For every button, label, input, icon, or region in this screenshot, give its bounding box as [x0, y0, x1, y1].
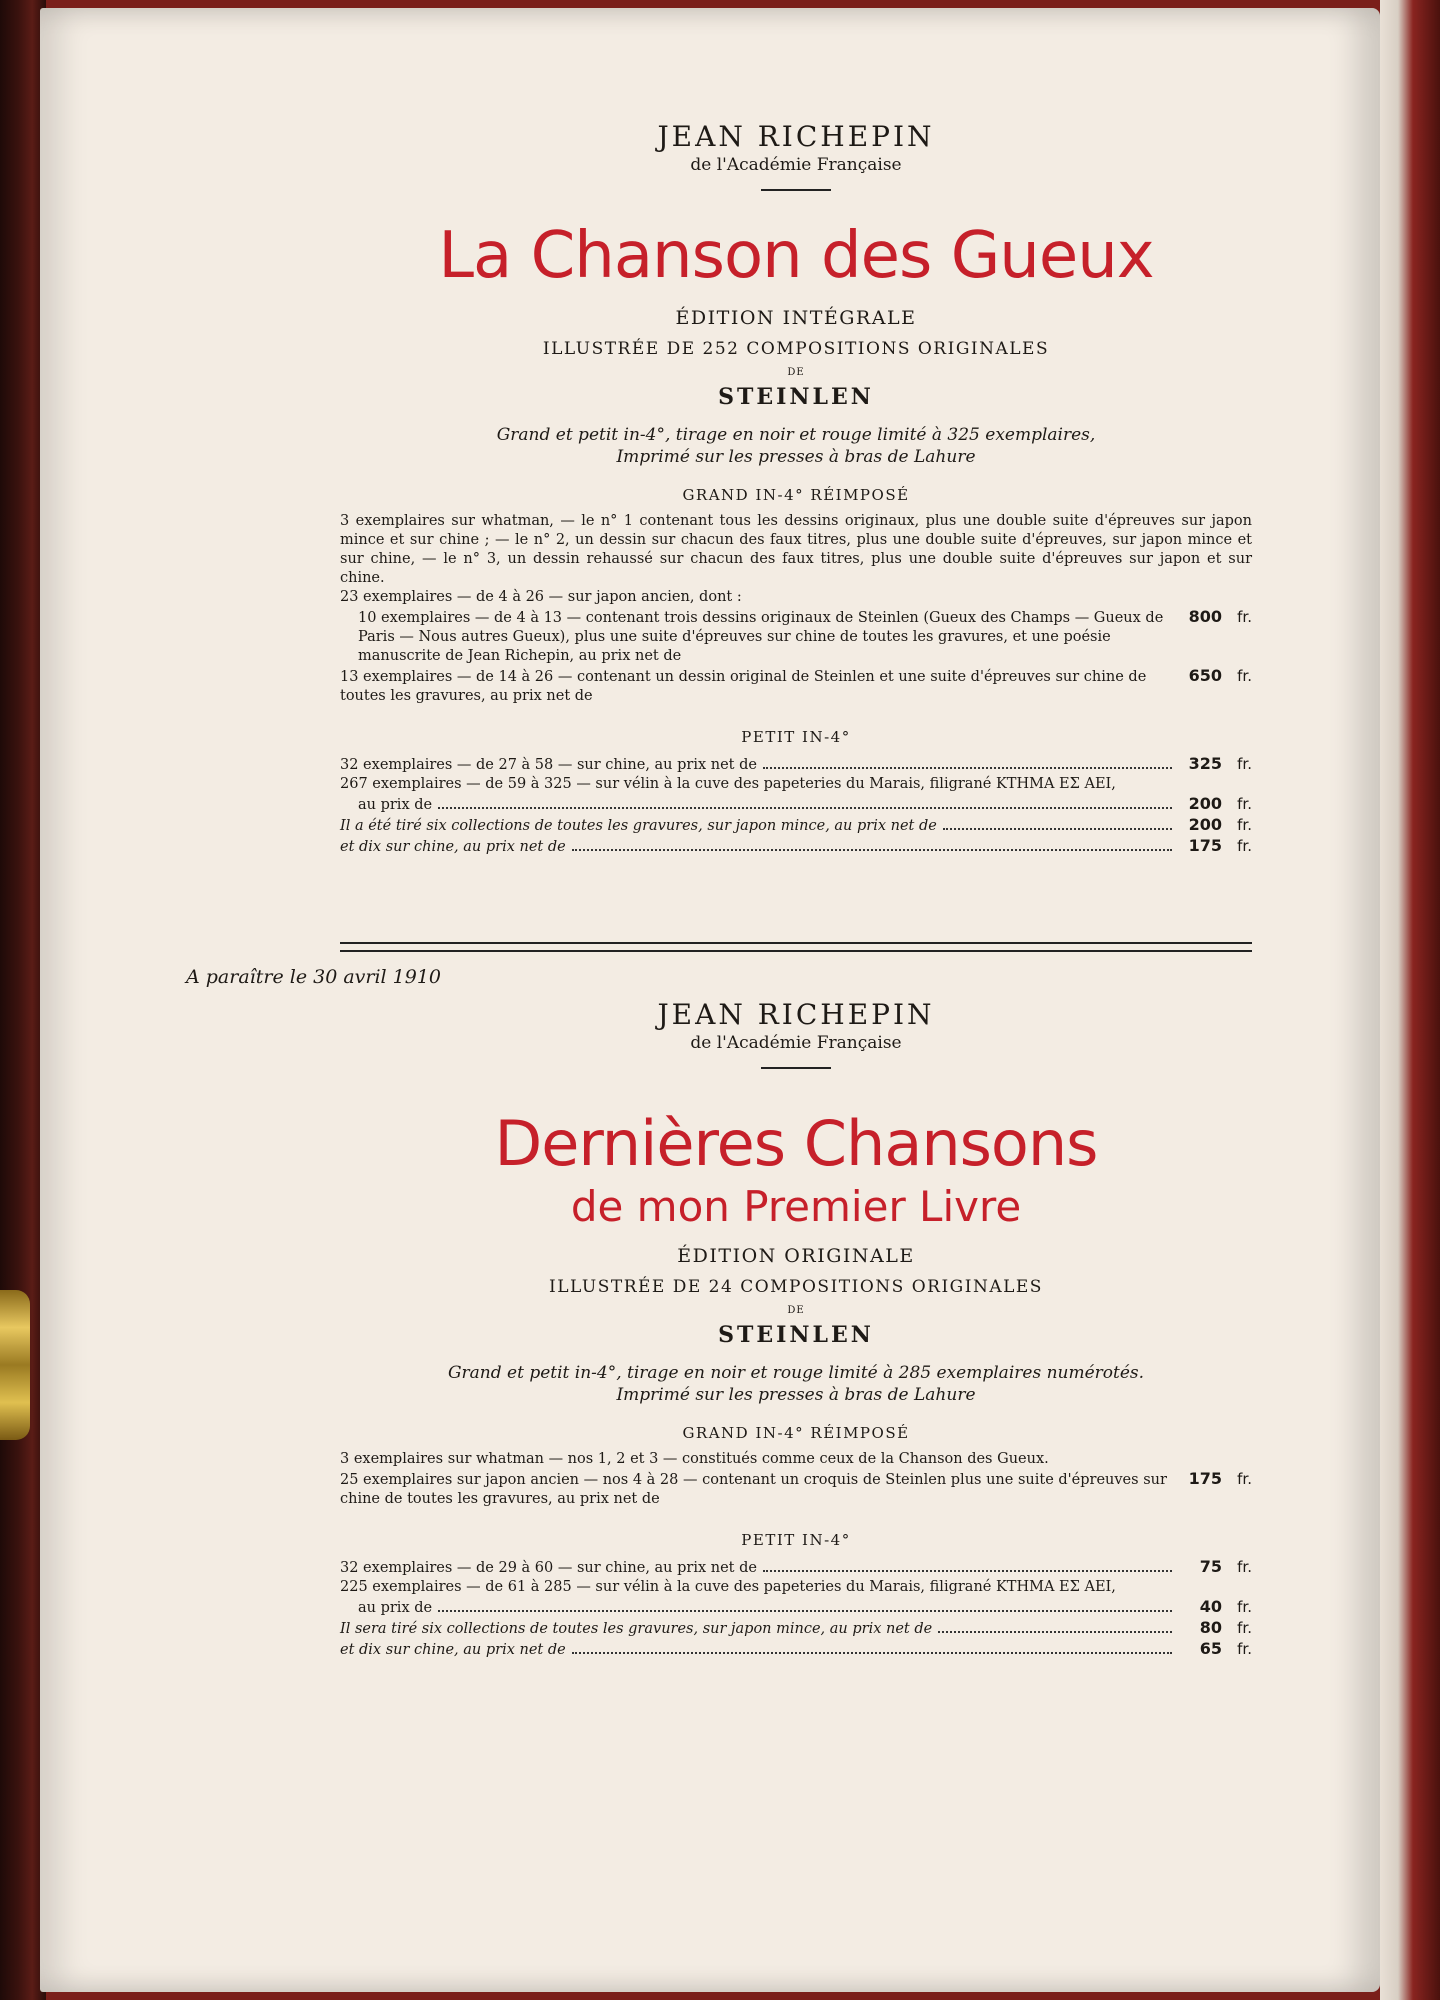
list-item: 267 exemplaires — de 59 à 325 — sur vélin à la cuve des papeteries du Marais, filigrané ΚΤΗΜΑ ΕΣ ΑΕΙ,	[340, 776, 1116, 792]
price-value: 325	[1188, 754, 1222, 773]
list-item: 23 exemplaires — de 4 à 26 — sur japon ancien, dont :	[340, 589, 742, 605]
book2-description-line1: Grand et petit in-4°, tirage en noir et rouge limité à 285 exemplaires numérotés.	[447, 1363, 1145, 1383]
book1-section-petit: PETIT IN-4°	[741, 728, 851, 746]
book2-author: JEAN RICHEPIN	[657, 998, 935, 1031]
book2-description-line2: Imprimé sur les presses à bras de Lahure	[616, 1385, 976, 1405]
list-item: 3 exemplaires sur whatman, — le n° 1 contenant tous les dessins originaux, plus une double suite d'épreuves sur japon mince et sur chine ; — le n° 2, un dessin sur chacun des faux titres, plus une double suite d'épreuves, sur japon mince et sur chine, — le n° 3, un dessin rehaussé sur chacun des faux titres, plus une double suite d'épreuves sur japon et sur chine.	[340, 513, 1252, 586]
price-row-label: au prix de	[358, 797, 433, 813]
book-binding-right	[1380, 0, 1440, 2000]
book1-section-grand: GRAND IN-4° RÉIMPOSÉ	[682, 486, 910, 504]
price-unit: fr.	[1237, 1619, 1252, 1637]
book1-illustration: ILLUSTRÉE DE 252 COMPOSITIONS ORIGINALES	[542, 339, 1050, 359]
price-row-label: 32 exemplaires — de 27 à 58 — sur chine, au prix net de	[340, 757, 757, 773]
book2-academy: de l'Académie Française	[690, 1033, 902, 1053]
book1-description-line2: Imprimé sur les presses à bras de Lahure	[616, 447, 976, 467]
section-divider	[340, 942, 1252, 952]
price-value: 75	[1199, 1557, 1222, 1576]
book1-description-line1: Grand et petit in-4°, tirage en noir et rouge limité à 325 exemplaires,	[496, 425, 1096, 445]
dot-leader	[763, 767, 1172, 769]
price-unit: fr.	[1237, 1558, 1252, 1576]
book1-artist: STEINLEN	[718, 384, 874, 410]
price-unit: fr.	[1237, 1470, 1252, 1488]
price-value: 80	[1199, 1618, 1222, 1637]
price-value: 40	[1199, 1597, 1222, 1616]
price-value: 800	[1188, 607, 1222, 626]
book2-section-petit: PETIT IN-4°	[741, 1531, 851, 1549]
price-row-label: 25 exemplaires sur japon ancien — nos 4 à 28 — contenant un croquis de Steinlen plus une suite d'épreuves sur chine de toutes les gravures, au prix net de	[340, 1472, 1167, 1507]
book2-edition: ÉDITION ORIGINALE	[677, 1245, 915, 1267]
book1-block	[340, 120, 1252, 857]
book1-de: DE	[787, 367, 805, 378]
book1-description	[340, 424, 1252, 468]
book1-edition: ÉDITION INTÉGRALE	[675, 307, 917, 329]
price-row	[340, 1469, 1252, 1509]
dot-leader	[943, 828, 1172, 830]
price-row	[340, 1618, 1252, 1639]
dot-leader	[572, 1652, 1172, 1654]
list-item: 225 exemplaires — de 61 à 285 — sur vélin à la cuve des papeteries du Marais, filigrané ΚΤΗΜΑ ΕΣ ΑΕΙ,	[340, 1579, 1116, 1595]
price-row	[340, 607, 1252, 666]
price-row	[340, 815, 1252, 836]
price-row-label: Il sera tiré six collections de toutes les gravures, sur japon mince, au prix net de	[340, 1621, 933, 1637]
dot-leader	[763, 1570, 1172, 1572]
book2-short-rule	[761, 1067, 831, 1069]
dot-leader	[438, 807, 1172, 809]
book2-petit-list	[340, 1557, 1252, 1660]
book2-block	[340, 998, 1252, 1660]
price-row-label: 32 exemplaires — de 29 à 60 — sur chine, au prix net de	[340, 1560, 757, 1576]
price-row-label: Il a été tiré six collections de toutes les gravures, sur japon mince, au prix net de	[340, 818, 937, 834]
price-unit: fr.	[1237, 1598, 1252, 1616]
price-unit: fr.	[1237, 1640, 1252, 1658]
price-row-label: 13 exemplaires — de 14 à 26 — contenant un dessin original de Steinlen et une suite d'épreuves sur chine de toutes les gravures, au prix net de	[340, 669, 1147, 704]
price-row-label: 10 exemplaires — de 4 à 13 — contenant trois dessins originaux de Steinlen (Gueux des Champs — Gueux de Paris — Nous autres Gueux), plus une suite d'épreuves sur chine de toutes les gravures, et une poésie manuscrite de Jean Richepin, au prix net de	[358, 610, 1164, 664]
book1-petit-list	[340, 754, 1252, 857]
price-row	[340, 1557, 1252, 1578]
price-row-label: au prix de	[358, 1600, 433, 1616]
brass-clasp	[0, 1290, 30, 1440]
price-unit: fr.	[1237, 667, 1252, 685]
price-value: 200	[1188, 794, 1222, 813]
price-value: 175	[1188, 1469, 1222, 1488]
price-value: 65	[1199, 1639, 1222, 1658]
book2-artist: STEINLEN	[718, 1322, 874, 1348]
book2-description	[340, 1362, 1252, 1406]
dot-leader	[938, 1631, 1172, 1633]
price-value: 650	[1188, 666, 1222, 685]
dot-leader	[438, 1610, 1172, 1612]
book2-illustration: ILLUSTRÉE DE 24 COMPOSITIONS ORIGINALES	[549, 1277, 1043, 1297]
book1-short-rule	[761, 189, 831, 191]
announcement: A paraître le 30 avril 1910	[186, 966, 442, 988]
price-row-label: et dix sur chine, au prix net de	[340, 1642, 566, 1658]
dot-leader	[572, 849, 1172, 851]
book1-author: JEAN RICHEPIN	[657, 120, 935, 153]
price-value: 200	[1188, 815, 1222, 834]
book-page	[40, 8, 1380, 1992]
price-row	[340, 836, 1252, 857]
book2-grand-list	[340, 1450, 1252, 1509]
price-row-label: et dix sur chine, au prix net de	[340, 839, 566, 855]
price-value: 175	[1188, 836, 1222, 855]
list-item: 3 exemplaires sur whatman — nos 1, 2 et 3 — constitués comme ceux de la Chanson des Gueux.	[340, 1451, 1049, 1467]
book2-de: DE	[787, 1305, 805, 1316]
price-row	[340, 794, 1252, 815]
book2-section-grand: GRAND IN-4° RÉIMPOSÉ	[682, 1424, 910, 1442]
book1-grand-list	[340, 512, 1252, 706]
price-unit: fr.	[1237, 795, 1252, 813]
price-row	[340, 666, 1252, 706]
price-unit: fr.	[1237, 608, 1252, 626]
price-row	[340, 1597, 1252, 1618]
book1-title: La Chanson des Gueux	[438, 219, 1154, 293]
book2-title: Dernières Chansons	[494, 1107, 1098, 1180]
price-row	[340, 1639, 1252, 1660]
book1-academy: de l'Académie Française	[690, 155, 902, 175]
price-unit: fr.	[1237, 755, 1252, 773]
price-unit: fr.	[1237, 837, 1252, 855]
price-row	[340, 754, 1252, 775]
price-unit: fr.	[1237, 816, 1252, 834]
book2-subtitle: de mon Premier Livre	[570, 1182, 1022, 1231]
